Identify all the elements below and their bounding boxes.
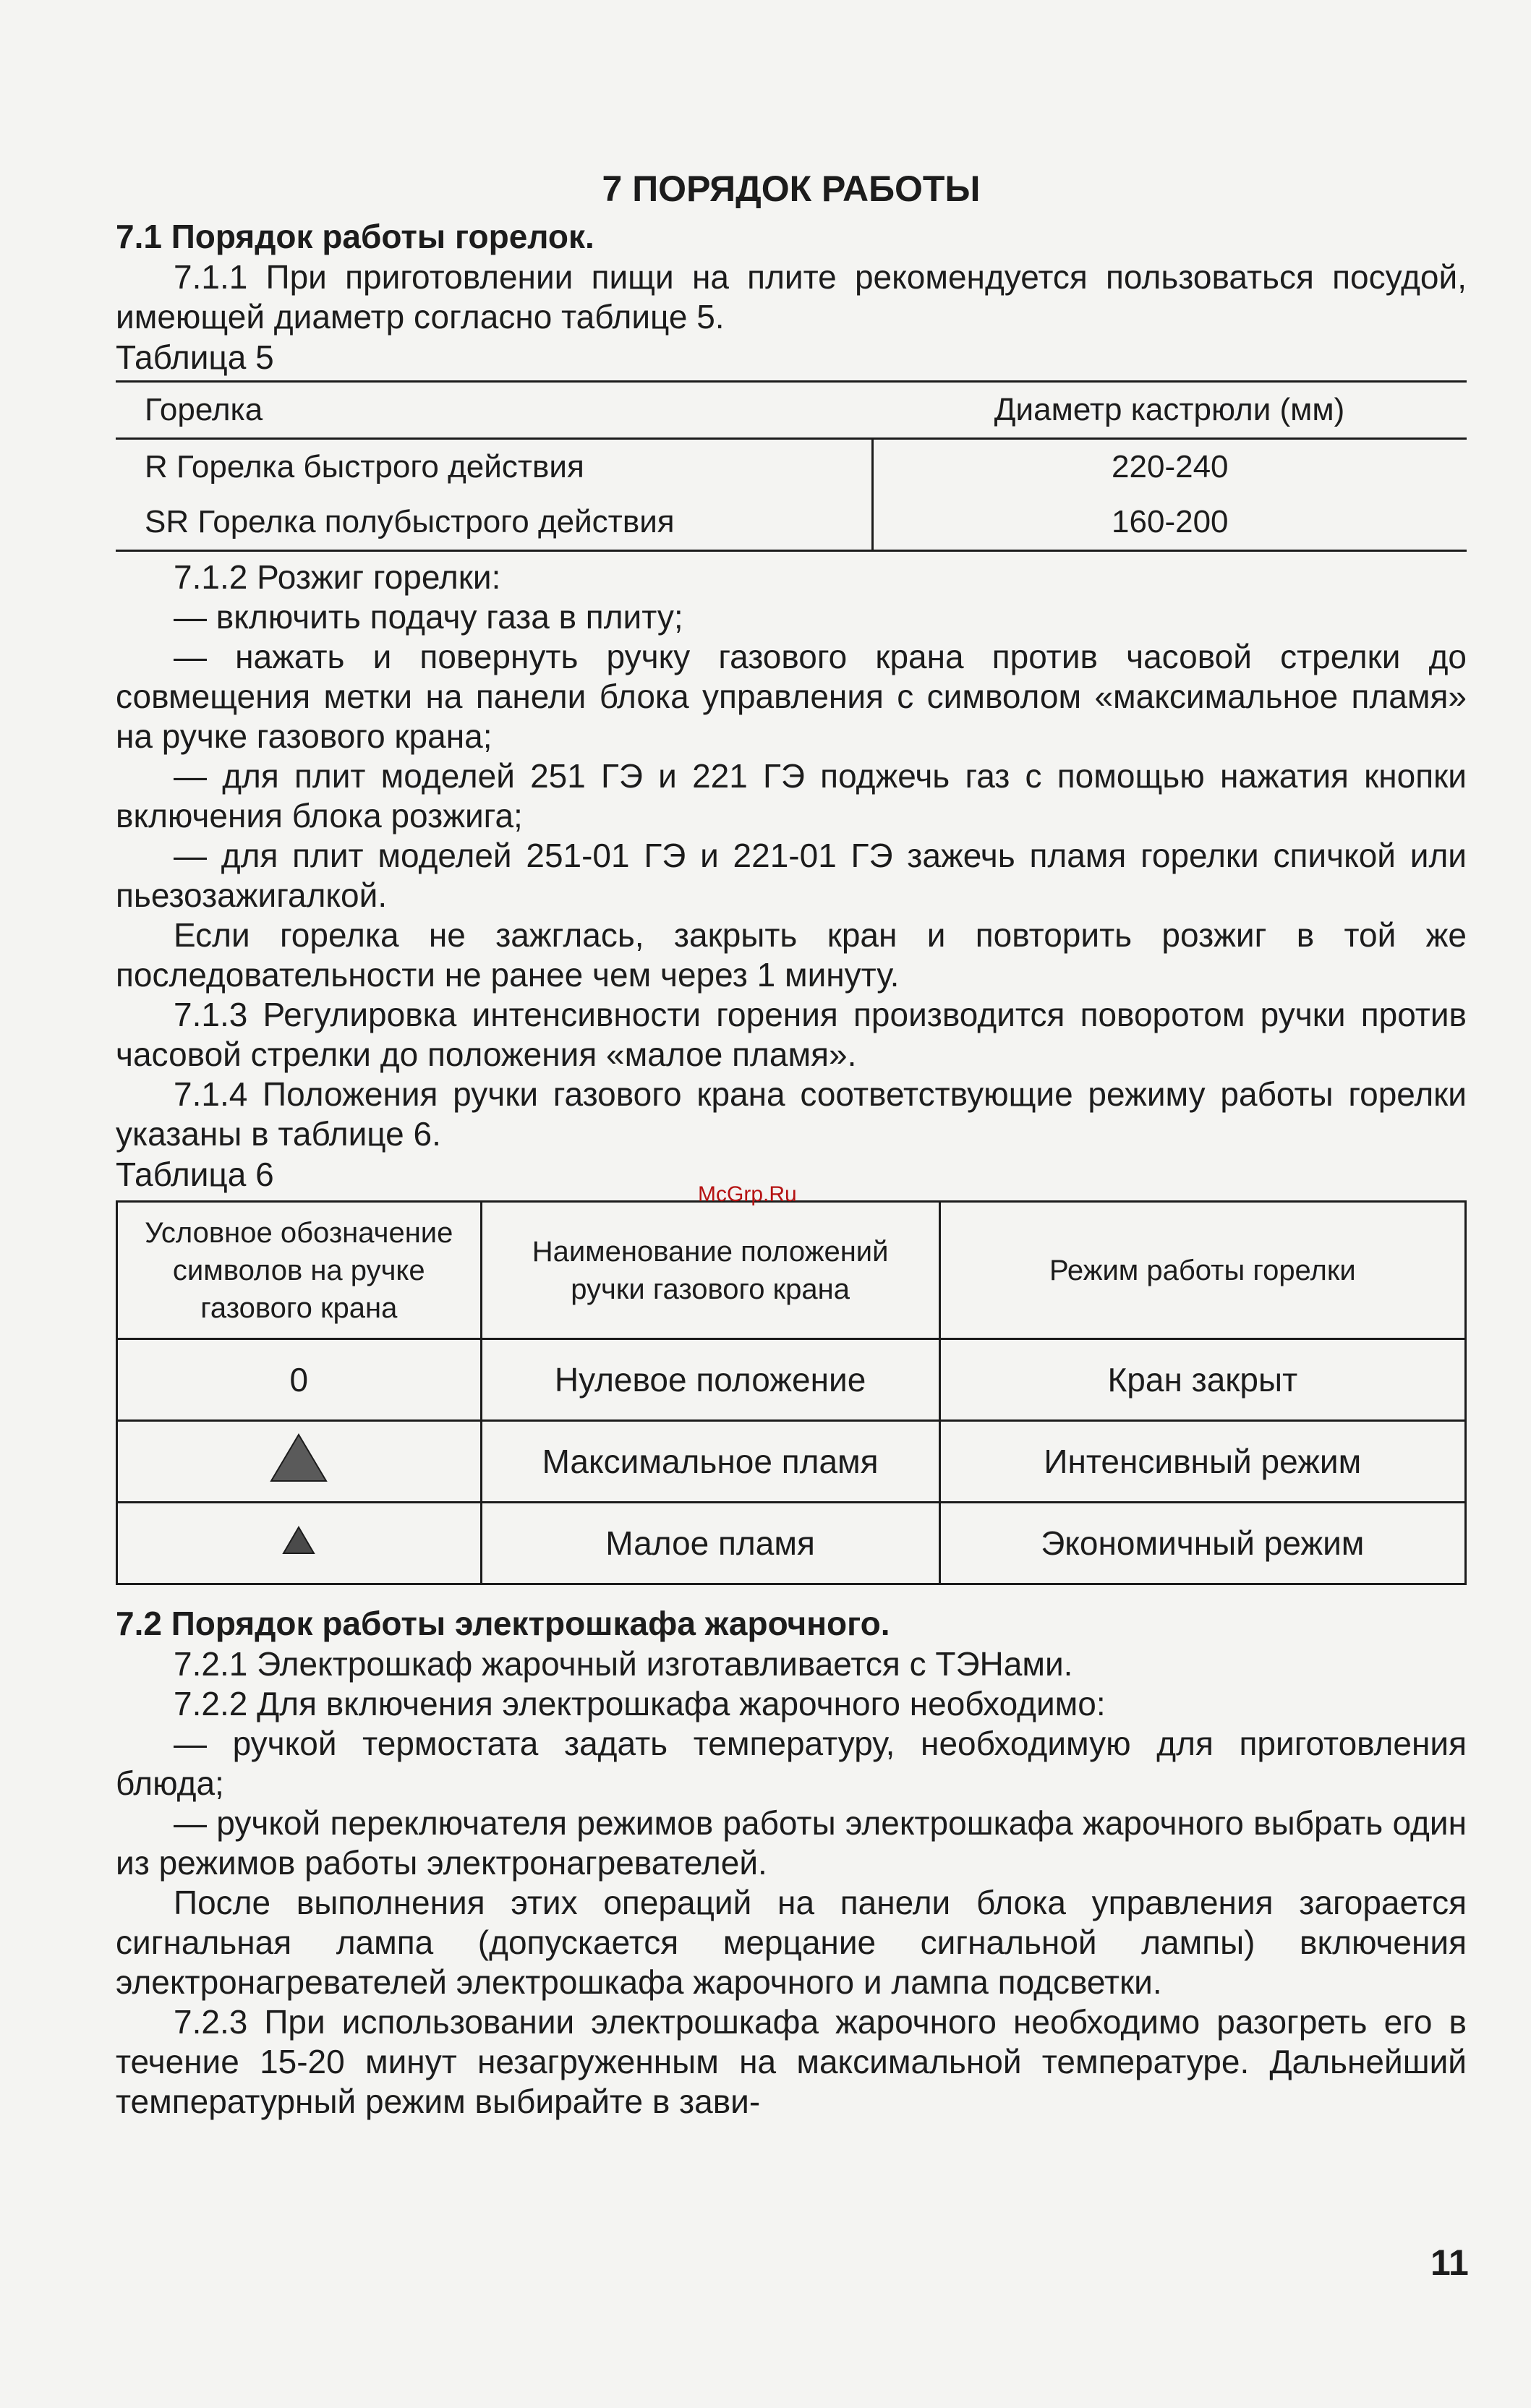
small-triangle-icon: [282, 1526, 315, 1555]
paragraph-7-1-2-note: Если горелка не зажглась, закрыть кран и повторить розжиг в той же последовательности не ранее чем через 1 минуту.: [116, 916, 1467, 994]
table5-cell-burner: R Горелка быстрого действия: [116, 439, 872, 495]
table6-cell-position: Нулевое положение: [481, 1339, 939, 1421]
table5-cell-diameter: 220-240: [1112, 449, 1229, 484]
paragraph-7-2-2-step-2: — ручкой переключателя режимов работы электрошкафа жарочного выбрать один из режимов работы электронагревателей.: [116, 1804, 1467, 1882]
zero-symbol: 0: [117, 1339, 482, 1421]
table6-cell-mode: Экономичный режим: [939, 1503, 1465, 1584]
paragraph-7-1-3: 7.1.3 Регулировка интенсивности горения производится поворотом ручки против часовой стрелки до положения «малое пламя».: [116, 996, 1467, 1073]
table-row: [117, 1339, 1466, 1421]
table6-header-row: [117, 1202, 1466, 1339]
table-row: [116, 495, 1467, 551]
page-number: 11: [1430, 2242, 1469, 2283]
paragraph-7-1-1: 7.1.1 При приготовлении пищи на плите рекомендуется пользоваться посудой, имеющей диаметр согласно таблице 5.: [116, 258, 1467, 336]
min-flame-symbol-cell: [117, 1503, 482, 1584]
page-heading: 7 ПОРЯДОК РАБОТЫ: [602, 168, 981, 209]
table6-cell-mode: Интенсивный режим: [939, 1421, 1465, 1503]
paragraph-7-1-2-step-4: — для плит моделей 251-01 ГЭ и 221-01 ГЭ зажечь пламя горелки спичкой или пьезозажигалкой.: [116, 837, 1467, 914]
paragraph-7-2-1: 7.2.1 Электрошкаф жарочный изготавливается с ТЭНами.: [174, 1645, 1073, 1683]
table6-header-mode: Режим работы горелки: [939, 1202, 1465, 1339]
watermark: McGrp.Ru: [698, 1182, 797, 1206]
paragraph-7-1-2-step-2: — нажать и повернуть ручку газового крана против часовой стрелки до совмещения метки на панели блока управления с символом «максимальное пламя» на ручке газового крана;: [116, 638, 1467, 755]
table6-cell-mode: Кран закрыт: [939, 1339, 1465, 1421]
paragraph-7-1-2-step-1: — включить подачу газа в плиту;: [174, 598, 683, 636]
table5-cell-burner: SR Горелка полубыстрого действия: [116, 495, 872, 551]
table-row: [117, 1503, 1466, 1584]
table5-header-burner: Горелка: [116, 382, 872, 439]
paragraph-7-2-3: 7.2.3 При использовании электрошкафа жарочного необходимо разогреть его в течение 15-20 минут незагруженным на максимальной температуре. Дальнейший температурный режим выбирайте в зави-: [116, 2003, 1467, 2120]
table6-header-symbol: Условное обозначение символов на ручке газового крана: [117, 1202, 482, 1339]
table6-header-position: Наименование положений ручки газового крана: [481, 1202, 939, 1339]
table5-cell-diameter: 160-200: [872, 495, 1467, 551]
paragraph-7-2-2: 7.2.2 Для включения электрошкафа жарочного необходимо:: [174, 1685, 1106, 1722]
table6-cell-position: Малое пламя: [481, 1503, 939, 1584]
page-content: [116, 166, 1467, 2122]
table5-header-diameter: Диаметр кастрюли (мм): [872, 382, 1467, 439]
table6-caption: Таблица 6: [116, 1156, 274, 1193]
section-7-2-title: 7.2 Порядок работы электрошкафа жарочного.: [116, 1605, 890, 1642]
section-7-1-title: 7.1 Порядок работы горелок.: [116, 218, 594, 255]
table6-cell-position: Максимальное пламя: [481, 1421, 939, 1503]
table5-caption: Таблица 5: [116, 338, 274, 376]
paragraph-7-1-2-step-3: — для плит моделей 251 ГЭ и 221 ГЭ поджечь газ с помощью нажатия кнопки включения блока розжига;: [116, 757, 1467, 834]
table5-header-row: [116, 382, 1467, 439]
table-row: [116, 439, 1467, 495]
paragraph-7-2-2-note: После выполнения этих операций на панели блока управления загорается сигнальная лампа (допускается мерцание сигнальной лампы) включения электронагревателей электрошкафа жарочного и лампа подсветки.: [116, 1884, 1467, 2001]
table-6: [116, 1200, 1467, 1585]
paragraph-7-1-2: 7.1.2 Розжиг горелки:: [174, 558, 501, 596]
paragraph-7-1-4: 7.1.4 Положения ручки газового крана соответствующие режиму работы горелки указаны в таблице 6.: [116, 1075, 1467, 1153]
table-row: [117, 1421, 1466, 1503]
paragraph-7-2-2-step-1: — ручкой термостата задать температуру, необходимую для приготовления блюда;: [116, 1725, 1467, 1802]
table-5: [116, 380, 1467, 552]
max-flame-symbol-cell: [117, 1421, 482, 1503]
large-triangle-icon: [270, 1433, 328, 1482]
